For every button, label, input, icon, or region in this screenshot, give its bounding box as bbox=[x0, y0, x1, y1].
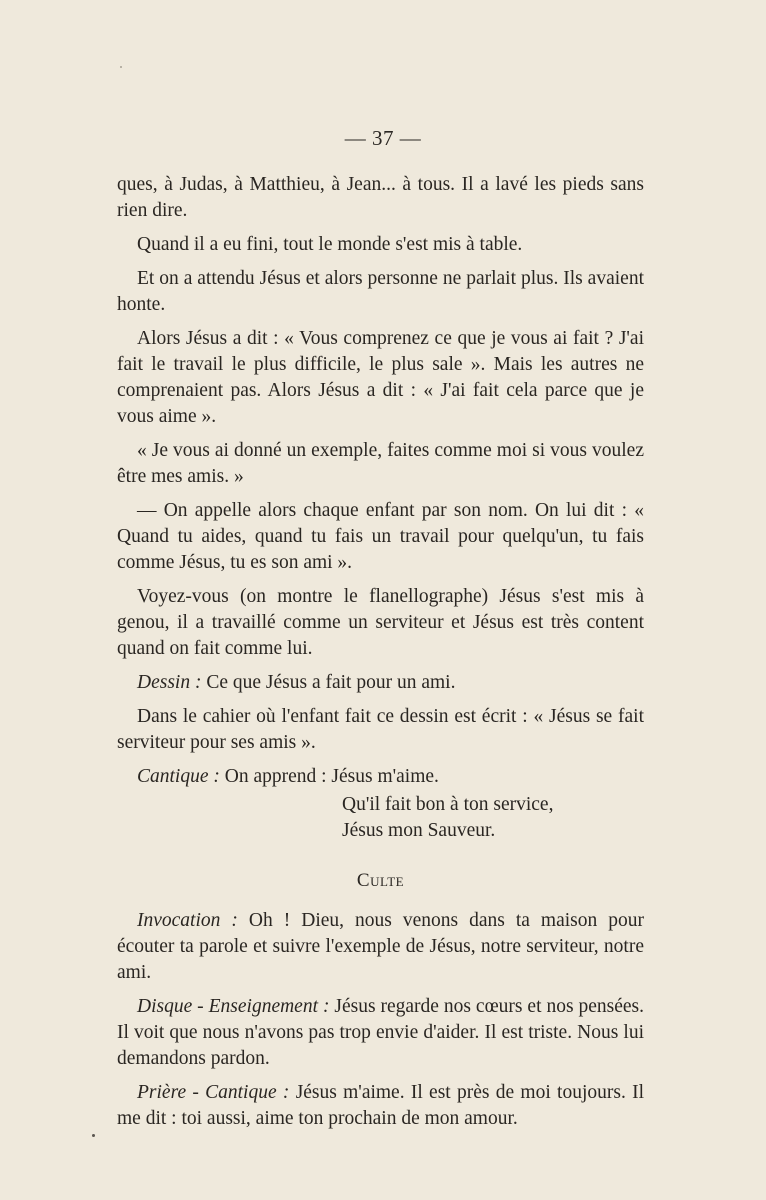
paragraph: Voyez-vous (on montre le flanellographe) Jésus s'est mis à genou, il a travaillé comme un serviteur et Jésus est très content quand on fait comme lui. bbox=[117, 586, 644, 659]
dessin-label: Dessin : bbox=[137, 672, 202, 693]
priere-paragraph bbox=[117, 1080, 644, 1132]
section-heading: Culte bbox=[356, 870, 405, 891]
disque-paragraph bbox=[117, 994, 644, 1072]
paper-speck bbox=[92, 1134, 95, 1137]
disque-text: Jésus regarde nos cœurs et nos pensées. Il voit que nous n'avons pas trop envie d'aider. Il est triste. Nous lui demandons pardon. bbox=[117, 996, 644, 1069]
verse-line: Qu'il fait bon à ton service, bbox=[342, 794, 554, 815]
verse-line: Jésus mon Sauveur. bbox=[342, 820, 496, 841]
page-number: — 37 — bbox=[344, 126, 422, 150]
dessin-paragraph bbox=[117, 670, 644, 696]
priere-label: Prière - Cantique : bbox=[137, 1082, 290, 1103]
cantique-paragraph bbox=[117, 764, 644, 790]
body-text bbox=[117, 172, 644, 1140]
cantique-verse bbox=[342, 792, 644, 844]
paragraph: Alors Jésus a dit : « Vous comprenez ce que je vous ai fait ? J'ai fait le travail le plus difficile, le plus sale ». Mais les autres ne comprenaient pas. Alors Jésus a dit : « J'ai fait cela parce que je vous aime ». bbox=[117, 328, 644, 427]
dessin-text: Ce que Jésus a fait pour un ami. bbox=[206, 672, 456, 693]
paragraph: « Je vous ai donné un exemple, faites comme moi si vous voulez être mes amis. » bbox=[117, 440, 644, 487]
invocation-label: Invocation : bbox=[137, 910, 238, 931]
paragraph: ques, à Judas, à Matthieu, à Jean... à tous. Il a lavé les pieds sans rien dire. bbox=[117, 174, 644, 221]
priere-text: Jésus m'aime. Il est près de moi toujours. Il me dit : toi aussi, aime ton prochain de mon amour. bbox=[117, 1082, 645, 1129]
paper-speck bbox=[120, 66, 122, 68]
invocation-paragraph bbox=[117, 908, 644, 986]
paragraph: — On appelle alors chaque enfant par son nom. On lui dit : « Quand tu aides, quand tu fais un travail pour quelqu'un, tu fais comme Jésus, tu es son ami ». bbox=[117, 500, 644, 573]
paragraph: Quand il a eu fini, tout le monde s'est mis à table. bbox=[137, 234, 523, 255]
paragraph: Et on a attendu Jésus et alors personne ne parlait plus. Ils avaient honte. bbox=[117, 268, 644, 315]
invocation-text: Oh ! Dieu, nous venons dans ta maison pour écouter ta parole et suivre l'exemple de Jésus, notre serviteur, notre ami. bbox=[117, 910, 645, 983]
cahier-paragraph: Dans le cahier où l'enfant fait ce dessin est écrit : « Jésus se fait serviteur pour ses amis ». bbox=[117, 706, 644, 753]
cantique-text: On apprend : Jésus m'aime. bbox=[224, 766, 439, 787]
disque-label: Disque - Enseignement : bbox=[137, 996, 330, 1017]
cantique-label: Cantique : bbox=[137, 766, 220, 787]
